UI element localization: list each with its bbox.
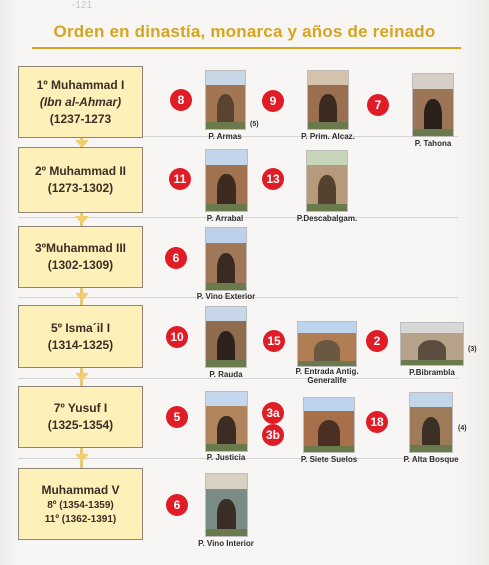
monarch-reign: (1325-1354) [47,418,114,432]
page-number-mark: -121 [72,0,93,11]
monarch-reign: (1273-1302) [47,181,114,195]
monarch-box-yusuf-i [18,386,143,448]
gate-photo [307,70,349,130]
gate-photo [205,70,246,130]
gate-caption: P. Entrada Antig. Generalife [295,367,359,385]
gate-caption: P. Vino Exterior [196,292,256,301]
gate-caption: P. Siete Suelos [300,455,358,464]
gate-caption: P. Armas [208,132,242,141]
monarch-reign-second: 11º (1362-1391) [44,513,117,525]
gate-photo [306,150,348,212]
gate-photo [205,227,247,291]
gate-caption: P. Arrabal [206,214,244,223]
monarch-name: 1º Muhammad I [36,77,125,92]
monarch-box-muhammad-v [18,468,143,540]
monarch-box-muhammad-i [18,66,143,138]
gate-photo [205,149,248,212]
gate-number-badge: 6 [166,494,188,516]
gate-photo [409,392,453,453]
monarch-name: 7º Yusuf I [53,401,108,415]
gate-number-badge: 7 [367,94,389,116]
gate-photo [205,473,248,537]
monarch-name: 3ºMuhammad III [34,241,127,255]
gate-photo [297,321,357,367]
gate-number-badge: 3a [262,402,284,424]
monarch-name: 2º Muhammad II [34,164,127,178]
monarch-epithet: (Ibn al-Ahmar) [39,94,122,109]
monarch-name: 5º Isma´il I [50,320,111,335]
gate-caption: P. Justicia [206,453,246,462]
gate-photo [303,397,355,453]
gate-caption: P. Tahona [414,139,452,148]
gate-caption: P. Rauda [209,370,243,379]
gate-caption: P. Alta Bosque [403,455,459,464]
down-arrow-icon [75,373,89,381]
gate-number-badge: 3b [262,424,284,446]
monarch-reign-first: 8º (1354-1359) [47,499,114,511]
gate-number-badge: 6 [165,247,187,269]
gate-note: (3) [468,346,477,353]
down-arrow-icon [75,216,89,224]
gate-photo [400,322,464,366]
monarch-box-muhammad-iii [18,226,143,288]
gate-photo [412,73,454,137]
monarch-reign: (1314-1325) [47,337,114,352]
gate-number-badge: 10 [166,326,188,348]
gate-number-badge: 18 [366,411,388,433]
monarch-reign: (1302-1309) [47,258,114,272]
gate-number-badge: 11 [169,168,191,190]
gate-note: (4) [458,425,467,432]
monarch-box-muhammad-ii [18,147,143,213]
gate-number-badge: 9 [262,90,284,112]
title-underline [32,47,461,49]
gate-photo [205,391,248,452]
gate-number-badge: 8 [170,89,192,111]
monarch-reign: (1237-1273 [49,111,112,126]
page-title: Orden en dinastía, monarca y años de reinado [53,22,436,41]
gate-caption: P. Prim. Alcaz. [301,132,355,141]
gate-number-badge: 13 [262,168,284,190]
down-arrow-icon [75,293,89,301]
monarch-name: Muhammad V [41,482,120,497]
gate-note: (5) [250,121,259,128]
gate-caption: P.Bibrambla [409,368,455,377]
gate-caption: P. Vino Interior [198,539,254,548]
down-arrow-icon [75,454,89,462]
gate-number-badge: 5 [166,406,188,428]
gate-number-badge: 15 [263,330,285,352]
gate-number-badge: 2 [366,330,388,352]
monarch-box-ismail-i [18,305,143,368]
gate-photo [205,306,247,368]
gate-caption: P.Descabalgam. [296,214,358,223]
